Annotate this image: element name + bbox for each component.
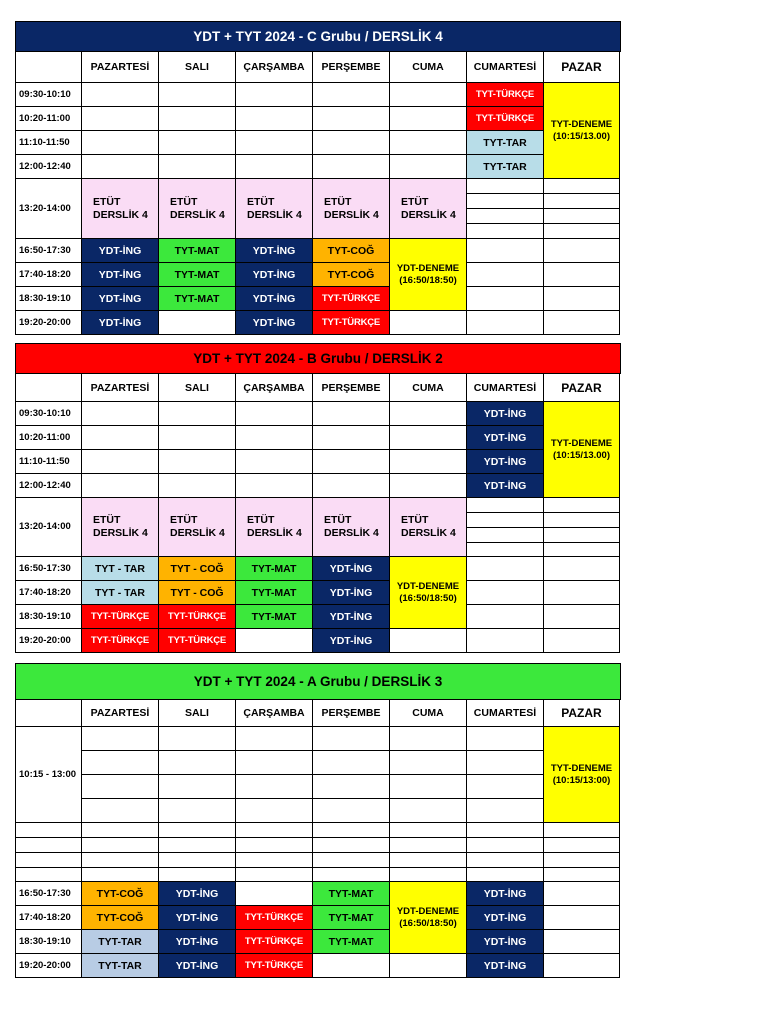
empty-cell bbox=[313, 751, 390, 775]
etut-cell bbox=[390, 179, 467, 239]
empty-cell bbox=[313, 838, 390, 853]
empty-cell bbox=[467, 775, 544, 799]
empty-cell bbox=[390, 426, 467, 450]
empty-cell bbox=[390, 311, 467, 335]
deneme-cell bbox=[390, 557, 467, 629]
empty-cell bbox=[236, 155, 313, 179]
empty-cell bbox=[467, 498, 544, 513]
lesson-cell: TYT-TÜRKÇE bbox=[82, 605, 159, 629]
day-header: ÇARŞAMBA bbox=[236, 374, 313, 402]
empty-cell bbox=[82, 155, 159, 179]
day-header: CUMARTESİ bbox=[467, 700, 544, 727]
deneme-time: (10:15/13:00) bbox=[552, 774, 611, 786]
time-cell: 16:50-17:30 bbox=[16, 557, 82, 581]
empty-cell bbox=[159, 402, 236, 426]
lesson-cell: YDT-İNG bbox=[313, 629, 390, 653]
time-cell: 19:20-20:00 bbox=[16, 629, 82, 653]
empty-cell bbox=[467, 513, 544, 528]
etut-label: ETÜT bbox=[324, 514, 352, 526]
lesson-cell: TYT-TÜRKÇE bbox=[159, 629, 236, 653]
empty-cell bbox=[544, 868, 620, 882]
empty-cell bbox=[467, 543, 544, 557]
schedule-group-c bbox=[15, 21, 621, 335]
empty-cell bbox=[544, 498, 620, 513]
day-header: PAZAR bbox=[544, 700, 620, 727]
etut-label: ETÜT bbox=[247, 195, 275, 208]
empty-cell bbox=[313, 155, 390, 179]
day-header: PAZARTESİ bbox=[82, 374, 159, 402]
time-cell: 13:20-14:00 bbox=[16, 498, 82, 557]
empty-cell bbox=[159, 131, 236, 155]
lesson-cell: TYT-TÜRKÇE bbox=[82, 629, 159, 653]
day-header: PERŞEMBE bbox=[313, 374, 390, 402]
empty-cell bbox=[82, 402, 159, 426]
empty-cell bbox=[544, 823, 620, 838]
time-cell: 18:30-19:10 bbox=[16, 605, 82, 629]
lesson-cell: YDT-İNG bbox=[159, 906, 236, 930]
empty-cell bbox=[390, 629, 467, 653]
etut-cell bbox=[313, 498, 390, 557]
empty-cell bbox=[313, 823, 390, 838]
empty-cell bbox=[390, 131, 467, 155]
etut-cell bbox=[236, 179, 313, 239]
empty-cell bbox=[82, 868, 159, 882]
etut-room: DERSLİK 4 bbox=[247, 208, 302, 221]
empty-cell bbox=[159, 83, 236, 107]
empty-cell bbox=[467, 194, 544, 209]
lesson-cell: YDT-İNG bbox=[82, 287, 159, 311]
empty-cell bbox=[159, 474, 236, 498]
deneme-cell bbox=[544, 402, 620, 498]
group-b-table bbox=[15, 374, 621, 653]
empty-cell bbox=[159, 450, 236, 474]
empty-cell bbox=[16, 868, 82, 882]
empty-cell bbox=[467, 311, 544, 335]
time-cell: 11:10-11:50 bbox=[16, 450, 82, 474]
etut-cell bbox=[159, 498, 236, 557]
schedule-group-a bbox=[15, 663, 621, 978]
empty-cell bbox=[82, 838, 159, 853]
lesson-cell: TYT-TÜRKÇE bbox=[236, 906, 313, 930]
empty-cell bbox=[544, 557, 620, 581]
empty-cell bbox=[16, 823, 82, 838]
lesson-cell: YDT-İNG bbox=[467, 906, 544, 930]
empty-cell bbox=[236, 823, 313, 838]
group-a-title: YDT + TYT 2024 - A Grubu / DERSLİK 3 bbox=[15, 663, 621, 700]
empty-cell bbox=[159, 751, 236, 775]
empty-cell bbox=[390, 751, 467, 775]
empty-cell bbox=[16, 853, 82, 868]
empty-cell bbox=[159, 853, 236, 868]
time-cell: 17:40-18:20 bbox=[16, 906, 82, 930]
time-cell: 09:30-10:10 bbox=[16, 83, 82, 107]
lesson-cell: TYT-MAT bbox=[159, 287, 236, 311]
etut-label: ETÜT bbox=[93, 514, 121, 526]
etut-label: ETÜT bbox=[401, 514, 429, 526]
deneme-cell bbox=[544, 83, 620, 179]
schedule-group-b bbox=[15, 343, 621, 653]
empty-cell bbox=[82, 83, 159, 107]
lesson-cell: YDT-İNG bbox=[467, 882, 544, 906]
empty-cell bbox=[544, 528, 620, 543]
empty-cell bbox=[544, 287, 620, 311]
empty-cell bbox=[236, 751, 313, 775]
empty-cell bbox=[82, 107, 159, 131]
lesson-cell: YDT-İNG bbox=[236, 311, 313, 335]
time-cell: 10:20-11:00 bbox=[16, 107, 82, 131]
empty-cell bbox=[544, 954, 620, 978]
empty-cell bbox=[313, 853, 390, 868]
empty-cell bbox=[159, 727, 236, 751]
etut-label: ETÜT bbox=[324, 195, 352, 208]
empty-cell bbox=[313, 107, 390, 131]
etut-room: DERSLİK 4 bbox=[324, 527, 379, 539]
lesson-cell: TYT - TAR bbox=[82, 581, 159, 605]
empty-cell bbox=[82, 474, 159, 498]
empty-cell bbox=[313, 868, 390, 882]
empty-cell bbox=[467, 263, 544, 287]
lesson-cell: YDT-İNG bbox=[467, 426, 544, 450]
empty-cell bbox=[159, 107, 236, 131]
day-header: CUMA bbox=[390, 374, 467, 402]
group-c-table bbox=[15, 52, 621, 335]
empty-cell bbox=[159, 155, 236, 179]
empty-cell bbox=[467, 287, 544, 311]
time-cell: 09:30-10:10 bbox=[16, 402, 82, 426]
time-cell: 13:20-14:00 bbox=[16, 179, 82, 239]
empty-cell bbox=[313, 775, 390, 799]
empty-cell bbox=[467, 799, 544, 823]
empty-cell bbox=[390, 474, 467, 498]
empty-cell bbox=[544, 263, 620, 287]
lesson-cell: TYT-TAR bbox=[467, 131, 544, 155]
empty-cell bbox=[390, 155, 467, 179]
empty-cell bbox=[390, 954, 467, 978]
day-header: CUMA bbox=[390, 700, 467, 727]
empty-cell bbox=[467, 239, 544, 263]
empty-cell bbox=[236, 83, 313, 107]
time-cell: 19:20-20:00 bbox=[16, 954, 82, 978]
empty-cell bbox=[236, 853, 313, 868]
empty-cell bbox=[82, 853, 159, 868]
time-cell: 17:40-18:20 bbox=[16, 263, 82, 287]
lesson-cell: TYT-COĞ bbox=[82, 906, 159, 930]
deneme-title: YDT-DENEME bbox=[396, 905, 460, 917]
empty-cell bbox=[236, 775, 313, 799]
empty-cell bbox=[544, 224, 620, 239]
empty-cell bbox=[236, 727, 313, 751]
empty-cell bbox=[236, 474, 313, 498]
lesson-cell: YDT-İNG bbox=[159, 930, 236, 954]
empty-cell bbox=[544, 906, 620, 930]
empty-cell bbox=[236, 450, 313, 474]
lesson-cell: TYT-MAT bbox=[313, 882, 390, 906]
empty-cell bbox=[313, 83, 390, 107]
lesson-cell: TYT - COĞ bbox=[159, 581, 236, 605]
deneme-time: (10:15/13.00) bbox=[552, 130, 611, 142]
lesson-cell: YDT-İNG bbox=[236, 263, 313, 287]
empty-cell bbox=[82, 131, 159, 155]
empty-cell bbox=[236, 838, 313, 853]
empty-cell bbox=[159, 775, 236, 799]
empty-cell bbox=[390, 838, 467, 853]
empty-cell bbox=[159, 868, 236, 882]
empty-cell bbox=[313, 799, 390, 823]
lesson-cell: YDT-İNG bbox=[82, 263, 159, 287]
empty-cell bbox=[467, 557, 544, 581]
etut-cell bbox=[313, 179, 390, 239]
lesson-cell: YDT-İNG bbox=[159, 882, 236, 906]
empty-cell bbox=[544, 629, 620, 653]
lesson-cell: YDT-İNG bbox=[467, 402, 544, 426]
lesson-cell: TYT-COĞ bbox=[82, 882, 159, 906]
empty-cell bbox=[390, 727, 467, 751]
empty-cell bbox=[236, 426, 313, 450]
lesson-cell: YDT-İNG bbox=[313, 581, 390, 605]
empty-cell bbox=[544, 838, 620, 853]
empty-cell bbox=[390, 823, 467, 838]
etut-room: DERSLİK 4 bbox=[93, 208, 148, 221]
time-cell: 17:40-18:20 bbox=[16, 581, 82, 605]
lesson-cell: TYT-MAT bbox=[313, 930, 390, 954]
lesson-cell: YDT-İNG bbox=[467, 954, 544, 978]
lesson-cell: YDT-İNG bbox=[236, 287, 313, 311]
day-header: CUMARTESİ bbox=[467, 374, 544, 402]
lesson-cell: YDT-İNG bbox=[467, 474, 544, 498]
time-cell: 12:00-12:40 bbox=[16, 474, 82, 498]
time-cell: 10:15 - 13:00 bbox=[16, 727, 82, 823]
time-cell: 16:50-17:30 bbox=[16, 239, 82, 263]
empty-cell bbox=[544, 194, 620, 209]
etut-room: DERSLİK 4 bbox=[401, 208, 456, 221]
empty-cell bbox=[236, 868, 313, 882]
empty-cell bbox=[159, 799, 236, 823]
lesson-cell: TYT-TAR bbox=[82, 954, 159, 978]
lesson-cell: TYT-MAT bbox=[236, 581, 313, 605]
lesson-cell: YDT-İNG bbox=[313, 605, 390, 629]
etut-room: DERSLİK 4 bbox=[324, 208, 379, 221]
lesson-cell: TYT-TAR bbox=[82, 930, 159, 954]
corner-cell bbox=[16, 700, 82, 727]
day-header: SALI bbox=[159, 52, 236, 83]
deneme-time: (10:15/13.00) bbox=[552, 449, 611, 461]
empty-cell bbox=[544, 853, 620, 868]
deneme-cell bbox=[390, 882, 467, 954]
day-header: PERŞEMBE bbox=[313, 52, 390, 83]
empty-cell bbox=[313, 450, 390, 474]
lesson-cell: YDT-İNG bbox=[467, 930, 544, 954]
empty-cell bbox=[390, 402, 467, 426]
empty-cell bbox=[159, 311, 236, 335]
empty-cell bbox=[467, 853, 544, 868]
etut-room: DERSLİK 4 bbox=[247, 527, 302, 539]
empty-cell bbox=[467, 581, 544, 605]
empty-cell bbox=[390, 775, 467, 799]
empty-cell bbox=[390, 107, 467, 131]
time-cell: 10:20-11:00 bbox=[16, 426, 82, 450]
corner-cell bbox=[16, 374, 82, 402]
day-header: ÇARŞAMBA bbox=[236, 52, 313, 83]
empty-cell bbox=[313, 402, 390, 426]
corner-cell bbox=[16, 52, 82, 83]
time-cell: 18:30-19:10 bbox=[16, 930, 82, 954]
lesson-cell: TYT-COĞ bbox=[313, 263, 390, 287]
lesson-cell: TYT-MAT bbox=[159, 263, 236, 287]
empty-cell bbox=[236, 629, 313, 653]
etut-cell bbox=[159, 179, 236, 239]
empty-cell bbox=[82, 426, 159, 450]
day-header: CUMARTESİ bbox=[467, 52, 544, 83]
time-cell: 11:10-11:50 bbox=[16, 131, 82, 155]
etut-label: ETÜT bbox=[170, 195, 198, 208]
empty-cell bbox=[544, 179, 620, 194]
day-header: ÇARŞAMBA bbox=[236, 700, 313, 727]
lesson-cell: TYT - COĞ bbox=[159, 557, 236, 581]
day-header: PERŞEMBE bbox=[313, 700, 390, 727]
deneme-title: YDT-DENEME bbox=[396, 580, 460, 592]
empty-cell bbox=[16, 838, 82, 853]
lesson-cell: TYT-TÜRKÇE bbox=[313, 287, 390, 311]
empty-cell bbox=[467, 209, 544, 224]
etut-cell bbox=[82, 179, 159, 239]
empty-cell bbox=[467, 528, 544, 543]
lesson-cell: YDT-İNG bbox=[82, 239, 159, 263]
lesson-cell: TYT-TAR bbox=[467, 155, 544, 179]
etut-label: ETÜT bbox=[170, 514, 198, 526]
day-header: PAZAR bbox=[544, 374, 620, 402]
empty-cell bbox=[544, 930, 620, 954]
group-c-title: YDT + TYT 2024 - C Grubu / DERSLİK 4 bbox=[15, 21, 621, 52]
deneme-title: TYT-DENEME bbox=[550, 437, 613, 449]
empty-cell bbox=[390, 853, 467, 868]
empty-cell bbox=[82, 727, 159, 751]
etut-cell bbox=[82, 498, 159, 557]
lesson-cell: TYT-MAT bbox=[313, 906, 390, 930]
empty-cell bbox=[544, 605, 620, 629]
empty-cell bbox=[544, 209, 620, 224]
empty-cell bbox=[467, 224, 544, 239]
empty-cell bbox=[82, 823, 159, 838]
etut-room: DERSLİK 4 bbox=[170, 527, 225, 539]
group-b-title: YDT + TYT 2024 - B Grubu / DERSLİK 2 bbox=[15, 343, 621, 374]
lesson-cell: TYT-TÜRKÇE bbox=[159, 605, 236, 629]
lesson-cell: TYT-TÜRKÇE bbox=[236, 954, 313, 978]
empty-cell bbox=[467, 751, 544, 775]
empty-cell bbox=[467, 727, 544, 751]
empty-cell bbox=[467, 179, 544, 194]
lesson-cell: TYT-COĞ bbox=[313, 239, 390, 263]
empty-cell bbox=[390, 799, 467, 823]
empty-cell bbox=[313, 131, 390, 155]
empty-cell bbox=[313, 954, 390, 978]
empty-cell bbox=[236, 107, 313, 131]
empty-cell bbox=[467, 605, 544, 629]
etut-room: DERSLİK 4 bbox=[93, 527, 148, 539]
time-cell: 18:30-19:10 bbox=[16, 287, 82, 311]
empty-cell bbox=[159, 426, 236, 450]
etut-label: ETÜT bbox=[93, 195, 121, 208]
lesson-cell: TYT - TAR bbox=[82, 557, 159, 581]
empty-cell bbox=[313, 727, 390, 751]
lesson-cell: TYT-MAT bbox=[236, 557, 313, 581]
empty-cell bbox=[313, 474, 390, 498]
empty-cell bbox=[544, 239, 620, 263]
lesson-cell: YDT-İNG bbox=[159, 954, 236, 978]
empty-cell bbox=[544, 513, 620, 528]
deneme-cell bbox=[390, 239, 467, 311]
empty-cell bbox=[236, 402, 313, 426]
empty-cell bbox=[159, 823, 236, 838]
day-header: CUMA bbox=[390, 52, 467, 83]
etut-room: DERSLİK 4 bbox=[401, 527, 456, 539]
empty-cell bbox=[236, 799, 313, 823]
deneme-time: (16:50/18:50) bbox=[399, 592, 457, 604]
empty-cell bbox=[82, 751, 159, 775]
deneme-title: TYT-DENEME bbox=[550, 762, 613, 774]
time-cell: 16:50-17:30 bbox=[16, 882, 82, 906]
time-cell: 12:00-12:40 bbox=[16, 155, 82, 179]
deneme-time: (16:50/18:50) bbox=[399, 274, 457, 286]
empty-cell bbox=[82, 799, 159, 823]
lesson-cell: YDT-İNG bbox=[82, 311, 159, 335]
lesson-cell: TYT-MAT bbox=[236, 605, 313, 629]
empty-cell bbox=[467, 823, 544, 838]
lesson-cell: TYT-MAT bbox=[159, 239, 236, 263]
lesson-cell: YDT-İNG bbox=[313, 557, 390, 581]
empty-cell bbox=[544, 882, 620, 906]
empty-cell bbox=[82, 775, 159, 799]
deneme-cell bbox=[544, 727, 620, 823]
day-header: PAZAR bbox=[544, 52, 620, 83]
empty-cell bbox=[236, 131, 313, 155]
lesson-cell: TYT-TÜRKÇE bbox=[313, 311, 390, 335]
etut-label: ETÜT bbox=[401, 195, 429, 208]
empty-cell bbox=[544, 543, 620, 557]
day-header: SALI bbox=[159, 374, 236, 402]
day-header: PAZARTESİ bbox=[82, 52, 159, 83]
lesson-cell: TYT-TÜRKÇE bbox=[467, 107, 544, 131]
deneme-time: (16:50/18:50) bbox=[399, 917, 457, 929]
day-header: PAZARTESİ bbox=[82, 700, 159, 727]
etut-cell bbox=[236, 498, 313, 557]
time-cell: 19:20-20:00 bbox=[16, 311, 82, 335]
etut-cell bbox=[390, 498, 467, 557]
empty-cell bbox=[390, 868, 467, 882]
deneme-title: YDT-DENEME bbox=[396, 262, 460, 274]
empty-cell bbox=[236, 882, 313, 906]
empty-cell bbox=[467, 629, 544, 653]
empty-cell bbox=[467, 838, 544, 853]
group-a-table bbox=[15, 700, 621, 978]
empty-cell bbox=[313, 426, 390, 450]
lesson-cell: TYT-TÜRKÇE bbox=[467, 83, 544, 107]
empty-cell bbox=[467, 868, 544, 882]
empty-cell bbox=[82, 450, 159, 474]
etut-label: ETÜT bbox=[247, 514, 275, 526]
empty-cell bbox=[544, 581, 620, 605]
lesson-cell: YDT-İNG bbox=[467, 450, 544, 474]
etut-room: DERSLİK 4 bbox=[170, 208, 225, 221]
empty-cell bbox=[159, 838, 236, 853]
empty-cell bbox=[544, 311, 620, 335]
empty-cell bbox=[390, 450, 467, 474]
empty-cell bbox=[390, 83, 467, 107]
lesson-cell: TYT-TÜRKÇE bbox=[236, 930, 313, 954]
day-header: SALI bbox=[159, 700, 236, 727]
lesson-cell: YDT-İNG bbox=[236, 239, 313, 263]
deneme-title: TYT-DENEME bbox=[550, 118, 613, 130]
